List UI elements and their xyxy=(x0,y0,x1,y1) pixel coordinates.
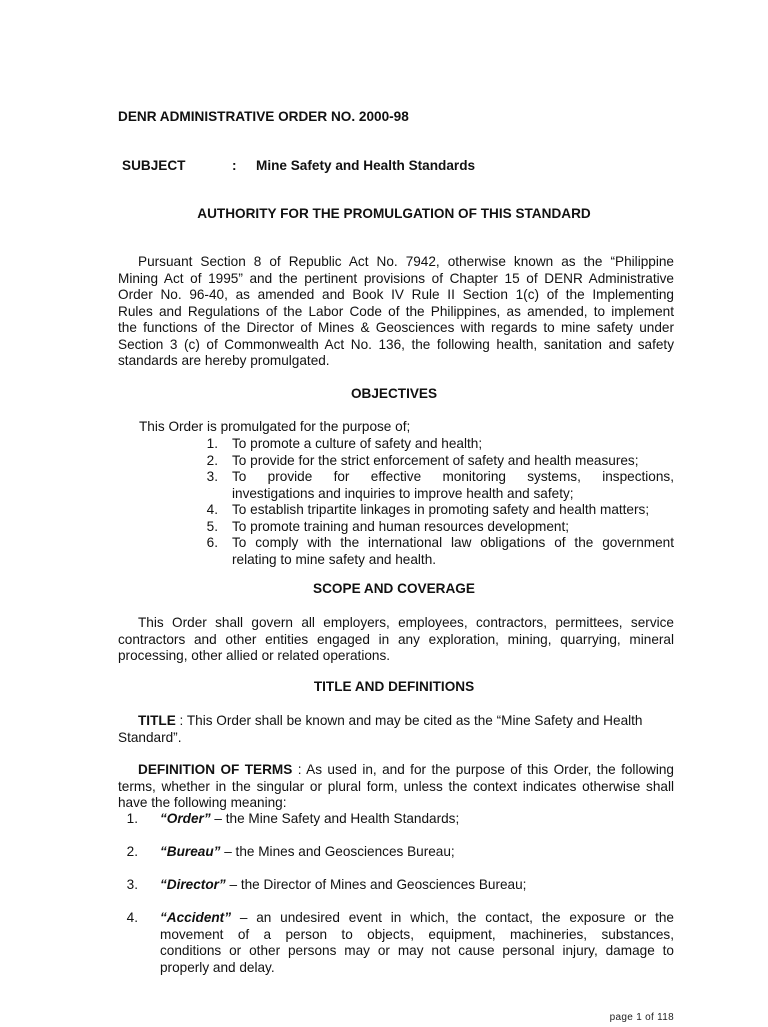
objectives-intro: This Order is promulgated for the purpose of; xyxy=(139,419,411,434)
objectives-list xyxy=(198,436,674,568)
term-definition: – the Director of Mines and Geosciences Bureau; xyxy=(225,877,527,892)
list-number: 6. xyxy=(206,535,218,550)
scope-line: processing, other allied or related operations. xyxy=(118,648,391,663)
list-number: 4. xyxy=(206,502,218,517)
term-number: 4. xyxy=(126,910,138,925)
term-item xyxy=(160,811,459,828)
list-item: To provide for the strict enforcement of safety and health measures; xyxy=(232,452,639,468)
definition-paragraph xyxy=(118,762,674,812)
list-item: To promote training and human resources development; xyxy=(232,518,570,534)
list-number: 1. xyxy=(206,436,218,451)
term-name: “Order” xyxy=(160,811,211,826)
subject-label: SUBJECT xyxy=(122,158,186,173)
term-continuation: conditions or other persons may or may not cause personal injury, damage to xyxy=(160,943,674,958)
list-number: 3. xyxy=(206,469,218,484)
authority-line: Pursuant Section 8 of Republic Act No. 7942, otherwise known as the “Philippine xyxy=(138,254,674,269)
authority-line: Rules and Regulations of the Labor Code of the Philippines, as amended, to implement xyxy=(118,303,674,319)
term-continuation: properly and delay. xyxy=(160,959,275,975)
term-item xyxy=(160,844,455,861)
scope-paragraph xyxy=(118,615,674,665)
term-number: 1. xyxy=(126,811,138,826)
authority-line: Section 3 (c) of Commonwealth Act No. 136, the following health, sanitation and safety xyxy=(118,336,674,352)
authority-line: the functions of the Director of Mines & Geosciences with regards to mine safety under xyxy=(118,320,674,335)
definition-line xyxy=(118,762,674,779)
definition-line: terms, whether in the singular or plural form, unless the context indicates otherwise shall xyxy=(118,778,674,794)
term-definition: – the Mine Safety and Health Standards; xyxy=(210,811,460,826)
list-item: To promote a culture of safety and health; xyxy=(232,436,483,451)
list-item: To provide for effective monitoring systems, inspections, xyxy=(232,469,674,484)
list-item-continuation: investigations and inquiries to improve health and safety; xyxy=(232,485,574,501)
definition-line: have the following meaning: xyxy=(118,795,287,810)
title-definitions-heading: TITLE AND DEFINITIONS xyxy=(313,679,475,694)
term-number: 2. xyxy=(126,844,138,859)
title-label: TITLE xyxy=(138,713,176,728)
term-name: “Director” xyxy=(160,877,226,892)
title-line xyxy=(118,713,674,730)
page-number: page 1 of 118 xyxy=(609,1012,674,1023)
list-number: 5. xyxy=(206,518,218,534)
order-number-heading: DENR ADMINISTRATIVE ORDER NO. 2000-98 xyxy=(118,109,409,124)
term-name: “Accident” xyxy=(160,910,232,925)
list-item-continuation: relating to mine safety and health. xyxy=(232,551,437,567)
terms-list xyxy=(118,811,674,981)
list-number: 2. xyxy=(206,452,218,468)
title-paragraph xyxy=(118,713,674,746)
title-line: Standard”. xyxy=(118,729,182,745)
term-definition: – an undesired event in which, the contact, the exposure or the xyxy=(231,910,674,925)
term-continuation: movement of a person to objects, equipment, machineries, substances, xyxy=(160,926,674,942)
term-number: 3. xyxy=(126,877,138,892)
term-item xyxy=(160,910,674,927)
subject-value: Mine Safety and Health Standards xyxy=(256,158,476,173)
objectives-heading: OBJECTIVES xyxy=(350,386,438,401)
scope-heading: SCOPE AND COVERAGE xyxy=(313,581,475,596)
definition-text: : As used in, and for the purpose of this Order, the following xyxy=(292,762,674,777)
authority-heading: AUTHORITY FOR THE PROMULGATION OF THIS STANDARD xyxy=(197,206,591,221)
term-definition: – the Mines and Geosciences Bureau; xyxy=(220,844,455,859)
authority-paragraph xyxy=(118,254,674,370)
list-item: To establish tripartite linkages in promoting safety and health matters; xyxy=(232,502,650,517)
scope-line: This Order shall govern all employers, employees, contractors, permittees, service xyxy=(138,615,674,630)
scope-line: contractors and other entities engaged in any exploration, mining, quarrying, mineral xyxy=(118,631,674,647)
term-item xyxy=(160,877,526,894)
definition-label: DEFINITION OF TERMS xyxy=(138,762,293,777)
authority-line: standards are hereby promulgated. xyxy=(118,353,330,368)
authority-line: Mining Act of 1995” and the pertinent provisions of Chapter 15 of DENR Administrative xyxy=(118,270,674,286)
title-text: : This Order shall be known and may be cited as the “Mine Safety and Health xyxy=(175,713,643,728)
list-item: To comply with the international law obligations of the government xyxy=(232,535,674,550)
authority-line: Order No. 96-40, as amended and Book IV Rule II Section 1(c) of the Implementing xyxy=(118,287,674,302)
term-name: “Bureau” xyxy=(160,844,221,859)
subject-colon: : xyxy=(232,158,237,173)
